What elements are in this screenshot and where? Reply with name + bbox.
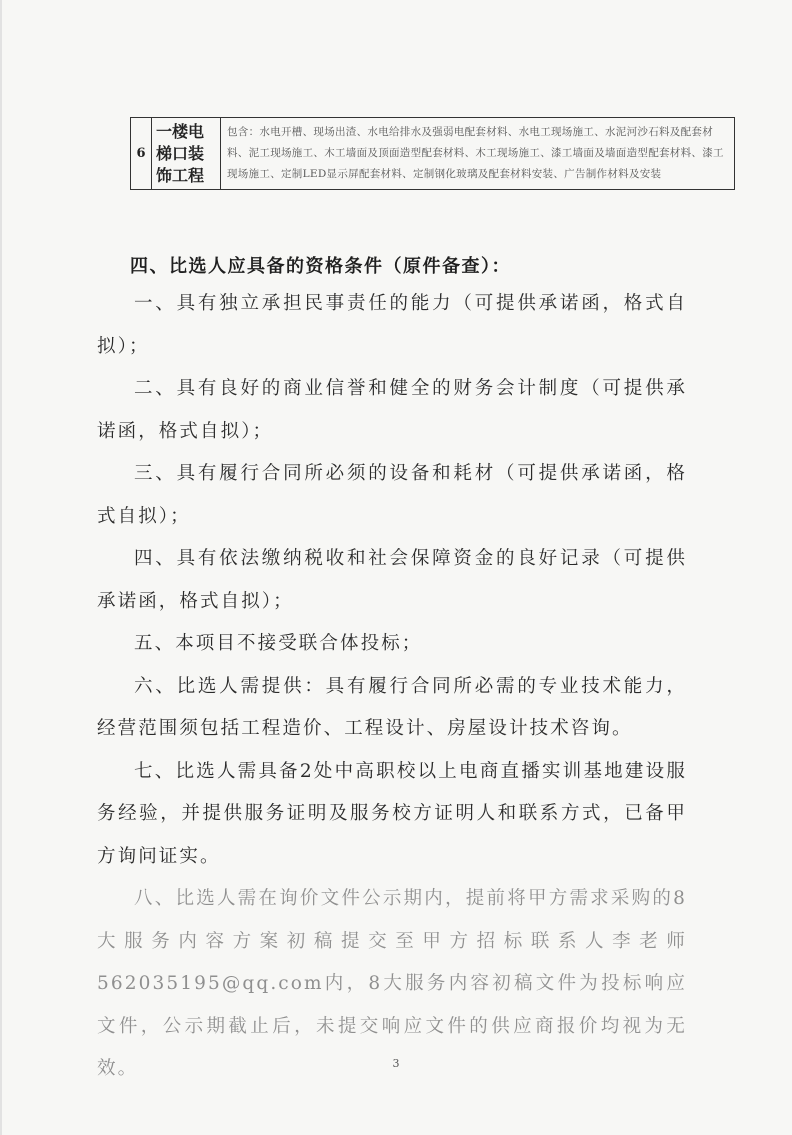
qualification-item: 一、具有独立承担民事责任的能力（可提供承诺函，格式自拟）； — [97, 293, 687, 357]
section-heading: 四、比选人应具备的资格条件（原件备查）： — [130, 256, 511, 277]
qualification-item: 六、比选人需提供：具有履行合同所必需的专业技术能力，经营范围须包括工程造价、工程设计、房屋设计技术咨询。 — [97, 675, 687, 739]
qualification-item: 二、具有良好的商业信誉和健全的财务会计制度（可提供承诺函，格式自拟）； — [97, 378, 687, 442]
row-description: 包含：水电开槽、现场出渣、水电给排水及强弱电配套材料、水电工现场施工、水泥河沙石料及配套材料、泥工现场施工、木工墙面及顶面造型配套材料、木工现场施工、漆工墙面及墙面造型配套材料、漆工现场施工、定制LED显示屏配套材料、定制钢化玻璃及配套材料安装、广告制作材料及安装 — [221, 118, 735, 190]
page-number: 3 — [392, 1057, 400, 1070]
qualification-item: 七、比选人需具备2处中高职校以上电商直播实训基地建设服务经验，并提供服务证明及服务校方证明人和联系方式，已备甲方询问证实。 — [97, 760, 687, 867]
qualification-item: 三、具有履行合同所必须的设备和耗材（可提供承诺函，格式自拟）； — [97, 463, 687, 527]
qualification-list — [97, 283, 687, 1091]
row-item-name: 一楼电梯口装饰工程 — [152, 118, 221, 190]
qualification-item: 八、比选人需在询价文件公示期内，提前将甲方需求采购的8大服务内容方案初稿提交至甲方招标联系人李老师562035195@qq.com内，8大服务内容初稿文件为投标响应文件，公示期截止后，未提交响应文件的供应商报价均视为无效。 — [97, 888, 687, 1079]
qualification-item: 四、具有依法缴纳税收和社会保障资金的良好记录（可提供承诺函，格式自拟）； — [97, 548, 687, 612]
table-row — [131, 118, 735, 190]
row-number: 6 — [131, 118, 152, 190]
scope-table — [130, 117, 735, 190]
qualification-item: 五、本项目不接受联合体投标； — [134, 633, 423, 654]
